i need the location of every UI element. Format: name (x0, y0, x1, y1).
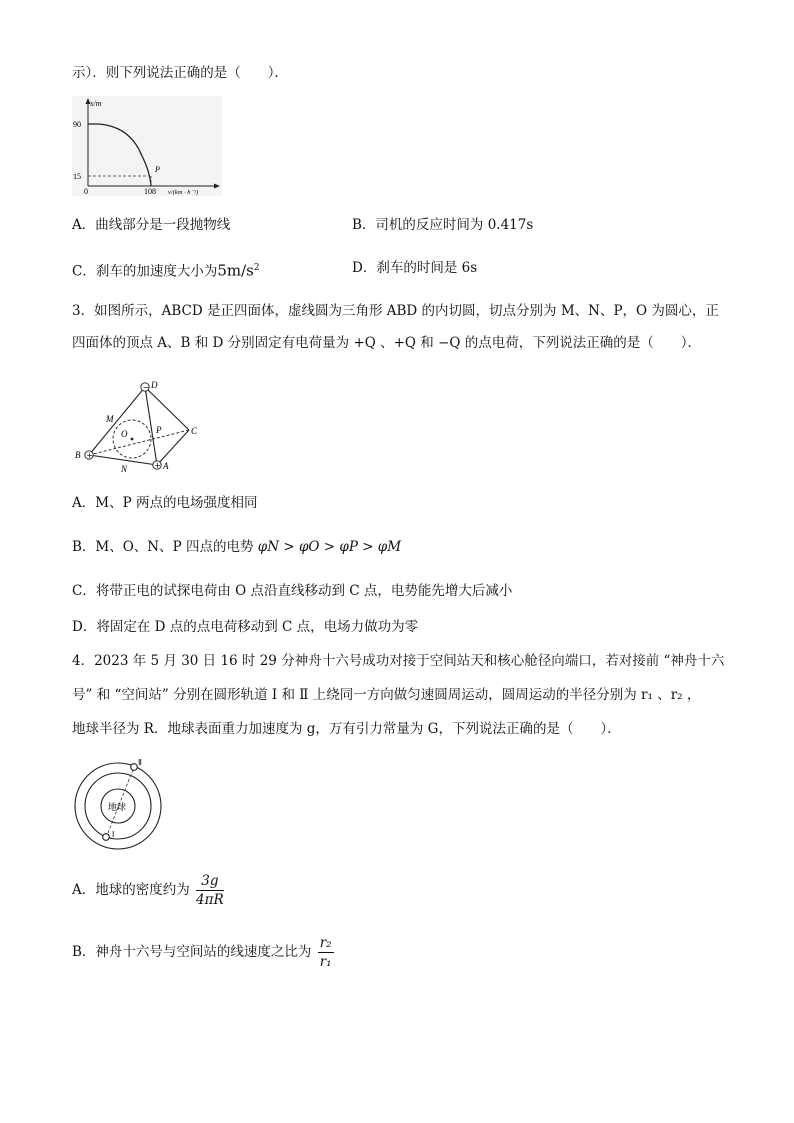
q3-option-b-prefix: B．M、O、N、P 四点的电势 (72, 539, 254, 555)
label-o: O (121, 429, 128, 439)
y-axis-label: x/m (90, 99, 102, 108)
y-tick-15: 15 (73, 172, 81, 181)
a-denominator: 4πR (196, 892, 224, 908)
q2-xv-graph (72, 96, 222, 196)
x-tick-108: 108 (144, 187, 156, 196)
b-numerator: r₂ (319, 935, 332, 951)
point-p-label: P (155, 165, 160, 174)
label-n: N (121, 464, 128, 474)
space-station (131, 764, 138, 771)
q4-option-b-prefix: B．神舟十六号与空间站的线速度之比为 (72, 944, 312, 960)
earth-label: 地球 (108, 803, 127, 813)
q4-stem-line1: 4．2023 年 5 月 30 日 16 时 29 分神舟十六号成功对接于空间站天和核心舱径向端口，若对接前 “神舟十六 (72, 653, 725, 669)
q2-option-c-sup: 2 (253, 263, 260, 273)
q2-option-b: B．司机的反应时间为 0.417s (352, 217, 534, 233)
a-numerator: 3g (196, 872, 224, 891)
q4-option-b-fraction (318, 934, 334, 971)
q3-option-d: D．将固定在 D 点的点电荷移动到 C 点，电场力做功为零 (72, 619, 419, 635)
q4-option-a-prefix: A．地球的密度约为 (72, 882, 190, 898)
q2-option-c-value: 5m/s (217, 261, 254, 280)
q4-option-a-fraction (196, 872, 224, 909)
q2-option-c-prefix: C．刹车的加速度大小为 (72, 263, 218, 280)
q3-option-b (72, 537, 401, 557)
q4-option-a (72, 868, 224, 912)
b-denominator: r₁ (319, 954, 332, 970)
q4-orbit-figure (72, 758, 172, 850)
charge-d-sign: − (142, 383, 150, 392)
label-m: M (106, 414, 114, 424)
q3-stem-line1: 3．如图所示，ABCD 是正四面体，虚线圆为三角形 ABD 的内切圆，切点分别为 M、N、P，O 为圆心，正 (72, 303, 719, 319)
orbit-2-label: Ⅱ (138, 758, 142, 767)
shenzhou-16 (103, 834, 110, 841)
label-b: B (75, 450, 81, 460)
label-c: C (191, 426, 198, 436)
y-tick-90: 90 (73, 120, 81, 129)
label-d: D (151, 380, 158, 390)
question-intro-line: 示）．则下列说法正确的是（ ）． (72, 65, 288, 81)
origin-label: 0 (84, 187, 88, 196)
label-p: P (156, 425, 162, 435)
q2-option-a: A．曲线部分是一段抛物线 (72, 217, 231, 233)
q4-stem-line3: 地球半径为 R．地球表面重力加速度为 g，万有引力常量为 G，下列说法正确的是（ ）． (72, 721, 621, 737)
charge-b-sign: + (86, 451, 93, 460)
q2-option-c (72, 258, 260, 282)
q3-option-a: A．M、P 两点的电场强度相同 (72, 495, 258, 511)
q3-option-b-expr: φN > φO > φP > φM (257, 539, 402, 555)
q3-tetrahedron-figure (72, 378, 204, 476)
label-a: A (163, 461, 169, 471)
q3-stem-line2: 四面体的顶点 A、B 和 D 分别固定有电荷量为 +Q 、+Q 和 −Q 的点电荷，下列说法正确的是（ ）． (72, 335, 702, 351)
q4-stem-line2: 号” 和 “空间站” 分别在圆形轨道 Ⅰ 和 Ⅱ 上绕同一方向做匀速圆周运动，圆周运动的半径分别为 r₁ 、r₂ ， (72, 687, 701, 703)
q2-option-d: D．刹车的时间是 6s (352, 260, 478, 276)
q4-option-b (72, 930, 334, 974)
x-axis-label: v/(km · h⁻¹) (168, 189, 199, 196)
q3-option-c: C．将带正电的试探电荷由 O 点沿直线移动到 C 点，电势能先增大后减小 (72, 583, 513, 599)
orbit-1-label: Ⅰ (112, 830, 115, 839)
charge-a-sign: + (154, 461, 161, 470)
